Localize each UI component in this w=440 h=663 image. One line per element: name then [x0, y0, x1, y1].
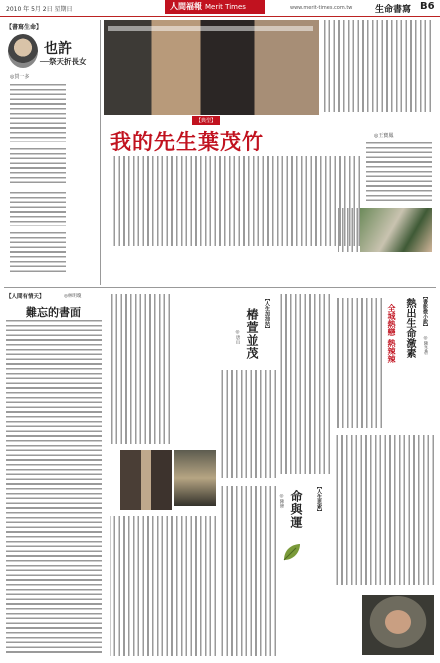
column-divider	[100, 20, 101, 285]
masthead-english: Merit Times	[205, 3, 246, 11]
photo-tag: 【典型】	[192, 116, 220, 125]
memorable-author: ◎林明瓊	[64, 294, 82, 299]
author-portrait	[8, 34, 38, 68]
feature-article	[104, 20, 434, 285]
memorable-tag: 【人間有情天】	[6, 294, 45, 300]
issue-date: 2010 年 5月 2日 星期日	[6, 6, 73, 13]
poem-column	[4, 20, 99, 285]
memorable-title: 難忘的書面	[26, 306, 81, 319]
masthead-title: 人間福報	[170, 2, 202, 11]
movie-body-text-top	[334, 298, 382, 428]
feature-side-text	[366, 142, 432, 202]
memorable-body-text	[6, 320, 102, 656]
actor-photo	[362, 595, 434, 655]
center-body-text	[280, 294, 330, 474]
poem-tag: 【書寫生命】	[6, 24, 43, 31]
movie-body-text-bottom	[334, 435, 434, 585]
section-divider	[4, 287, 436, 288]
parents-title: 椿萱並茂	[245, 308, 259, 360]
parents-author: ◎唐山	[235, 330, 240, 344]
family-photo	[104, 20, 319, 115]
parents-body-text-mid	[220, 370, 276, 478]
poem-subtitle: ──祭天折長女	[40, 57, 87, 66]
movie-tag: 【書影微小說】	[422, 294, 428, 329]
parents-tag: 【人生加油站】	[264, 296, 270, 331]
movie-title: 熱出生命激素	[404, 298, 415, 358]
poem-stanza-4	[10, 232, 66, 272]
leaf-icon	[280, 540, 304, 564]
photo-caption	[108, 26, 313, 31]
fate-body-text	[220, 486, 276, 656]
feature-author: ◎王寶鳳	[374, 133, 394, 139]
parents-photo	[174, 450, 216, 506]
outdoor-photo-caption	[338, 208, 358, 252]
poem-stanza-2	[10, 148, 66, 186]
outdoor-photo	[360, 208, 432, 252]
memorable-article	[4, 290, 104, 660]
feature-headline: 我的先生葉茂竹	[110, 130, 264, 154]
feature-body-text	[112, 156, 360, 246]
movie-author: ◎陳冬蒼	[423, 336, 428, 355]
fate-tag: 【人生思索】	[316, 484, 322, 514]
fate-title: 命與運	[289, 490, 303, 529]
elderly-couple-photo	[120, 450, 172, 510]
poem-stanza-3	[10, 192, 66, 226]
section-title: 生命書寫	[375, 5, 412, 15]
page-header	[0, 0, 440, 17]
poem-stanza-1	[10, 84, 66, 142]
parents-body-text-bottom	[110, 516, 216, 656]
poem-author: ◎賀一多	[10, 74, 30, 80]
movie-subtitle: 全城熱戀 熱辣辣	[387, 304, 396, 363]
parents-article	[108, 290, 218, 660]
parents-heading	[218, 290, 278, 480]
movie-article	[332, 290, 436, 660]
poem-title: 也許	[44, 41, 72, 57]
page-number: B6	[420, 1, 435, 12]
fate-article	[218, 480, 330, 660]
fate-author: ◎陳修	[279, 494, 284, 508]
parents-body-text-top	[110, 294, 170, 444]
masthead	[165, 0, 265, 14]
feature-intro-text	[323, 20, 431, 112]
website-url: www.merit-times.com.tw	[290, 5, 353, 11]
